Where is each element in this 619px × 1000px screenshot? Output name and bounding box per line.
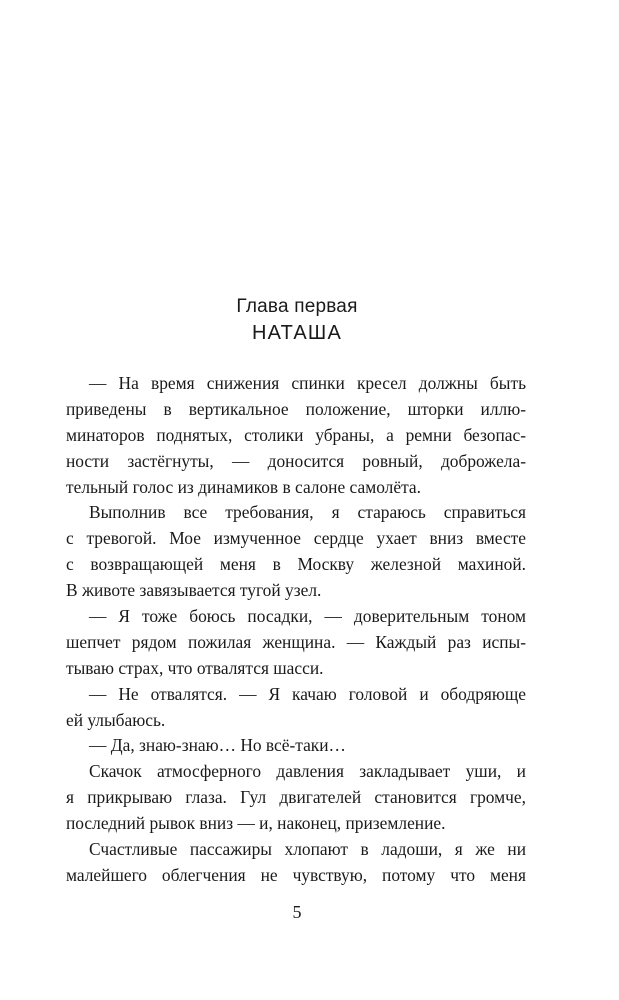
chapter-title: НАТАША bbox=[252, 322, 342, 344]
text-line: приведены в вертикальное положение, шторки иллю- bbox=[66, 398, 526, 419]
text-line: с тревогой. Мое измученное сердце ухает вниз вместе bbox=[66, 528, 526, 549]
text-line: — Я тоже боюсь посадки, — доверительным тоном bbox=[89, 606, 526, 627]
text-line: с возвращающей меня в Москву железной махиной. bbox=[66, 554, 526, 575]
text-line: — Да, знаю-знаю… Но всё-таки… bbox=[89, 735, 346, 756]
page-number: 5 bbox=[292, 902, 302, 922]
text-line: шепчет рядом пожилая женщина. — Каждый раз испы- bbox=[66, 631, 526, 652]
body-text bbox=[66, 371, 526, 889]
text-line: Скачок атмосферного давления закладывает уши, и bbox=[89, 761, 526, 782]
text-line: последний рывок вниз — и, наконец, приземление. bbox=[66, 813, 446, 834]
text-line: Выполнив все требования, я стараюсь справиться bbox=[89, 502, 526, 523]
text-line: — На время снижения спинки кресел должны быть bbox=[89, 373, 526, 393]
text-line: — Не отвалятся. — Я качаю головой и ободряюще bbox=[89, 683, 526, 704]
text-line: тельный голос из динамиков в салоне самолёта. bbox=[66, 476, 421, 497]
text-line: В животе завязывается тугой узел. bbox=[66, 580, 322, 601]
text-line: Счастливые пассажиры хлопают в ладоши, я же ни bbox=[89, 839, 526, 860]
text-line: ности застёгнуты, — доносится ровный, доброжела- bbox=[66, 450, 526, 471]
text-line: я прикрываю глаза. Гул двигателей становится громче, bbox=[66, 787, 526, 808]
chapter-label: Глава первая bbox=[236, 296, 358, 317]
text-line: малейшего облегчения не чувствую, потому что меня bbox=[66, 864, 526, 885]
text-line: минаторов поднятых, столики убраны, а ремни безопас- bbox=[66, 424, 526, 445]
text-line: тываю страх, что отвалятся шасси. bbox=[66, 657, 324, 678]
text-line: ей улыбаюсь. bbox=[66, 709, 166, 730]
